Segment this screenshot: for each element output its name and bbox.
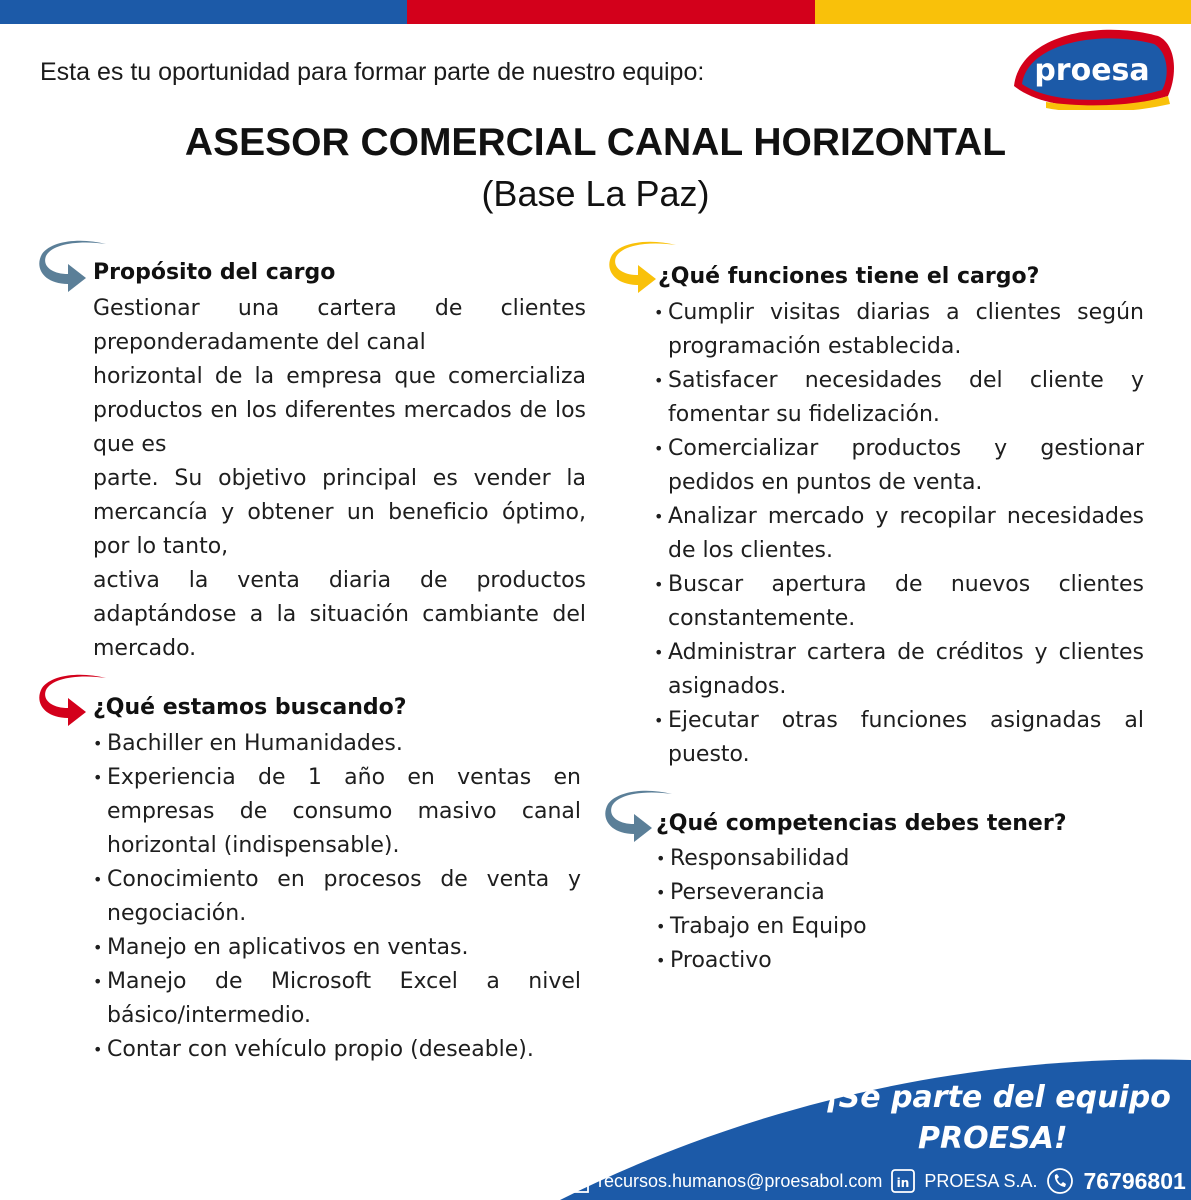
list-item: • Satisfacer necesidades del cliente y fomentar su fidelización. [654, 364, 1144, 432]
list-item: • Contar con vehículo propio (deseable). [93, 1033, 581, 1067]
top-bar-blue [0, 0, 407, 24]
proposito-line: activa la venta diaria de productos adaptándose a la situación cambiante del mercado. [93, 568, 586, 661]
email-icon [562, 1167, 590, 1195]
linkedin-icon [890, 1168, 916, 1194]
list-item: • Proactivo [656, 944, 1136, 978]
top-bar-yellow [815, 0, 1191, 24]
phone-icon [1045, 1166, 1075, 1196]
list-item: • Manejo de Microsoft Excel a nivel básico/intermedio. [93, 965, 581, 1033]
funciones-heading: ¿Qué funciones tiene el cargo? [658, 264, 1040, 289]
list-item: • Perseverancia [656, 876, 1136, 910]
svg-text:in: in [897, 1176, 910, 1190]
proposito-line: parte. Su objetivo principal es vender la mercancía y obtener un beneficio óptimo, por lo tanto, [93, 466, 586, 559]
competencias-heading: ¿Qué competencias debes tener? [656, 811, 1067, 836]
intro-text: Esta es tu oportunidad para formar parte de nuestro equipo: [40, 58, 705, 86]
list-item: • Trabajo en Equipo [656, 910, 1136, 944]
proposito-line: horizontal de la empresa que comercializa productos en los diferentes mercados de los que es [93, 364, 586, 457]
top-bar-red [407, 0, 815, 24]
slogan-line-2: PROESA! [918, 1121, 1068, 1156]
list-item: • Conocimiento en procesos de venta y negociación. [93, 863, 581, 931]
list-item: • Buscar apertura de nuevos clientes constantemente. [654, 568, 1144, 636]
list-item: • Ejecutar otras funciones asignadas al puesto. [654, 704, 1144, 772]
linkedin-link[interactable]: PROESA S.A. [924, 1170, 1038, 1191]
list-item: • Responsabilidad [656, 842, 1136, 876]
buscando-heading: ¿Qué estamos buscando? [93, 695, 407, 720]
proposito-line: Gestionar una cartera de clientes preponderadamente del canal [93, 296, 586, 355]
job-location: (Base La Paz) [481, 173, 710, 214]
proposito-text [93, 292, 586, 666]
slogan-line-1: ¡Se parte del equipo [825, 1080, 1171, 1115]
list-item: • Cumplir visitas diarias a clientes según programación establecida. [654, 296, 1144, 364]
proposito-heading: Propósito del cargo [93, 260, 336, 285]
list-item: • Analizar mercado y recopilar necesidades de los clientes. [654, 500, 1144, 568]
phone-number[interactable]: 76796801 [1083, 1167, 1186, 1194]
list-item: • Bachiller en Humanidades. [93, 727, 581, 761]
competencias-list [656, 842, 1136, 978]
funciones-list [654, 296, 1144, 772]
job-title: ASESOR COMERCIAL CANAL HORIZONTAL [184, 121, 1007, 164]
list-item: • Manejo en aplicativos en ventas. [93, 931, 581, 965]
contact-footer [562, 1165, 1186, 1197]
buscando-list [93, 727, 581, 1067]
list-item: • Experiencia de 1 año en ventas en empresas de consumo masivo canal horizontal (indispensable). [93, 761, 581, 863]
list-item: • Comercializar productos y gestionar pedidos en puntos de venta. [654, 432, 1144, 500]
svg-text:proesa: proesa [1034, 53, 1150, 88]
list-item: • Administrar cartera de créditos y clientes asignados. [654, 636, 1144, 704]
proesa-logo [1006, 24, 1176, 110]
email-link[interactable]: recursos.humanos@proesabol.com [598, 1170, 883, 1191]
